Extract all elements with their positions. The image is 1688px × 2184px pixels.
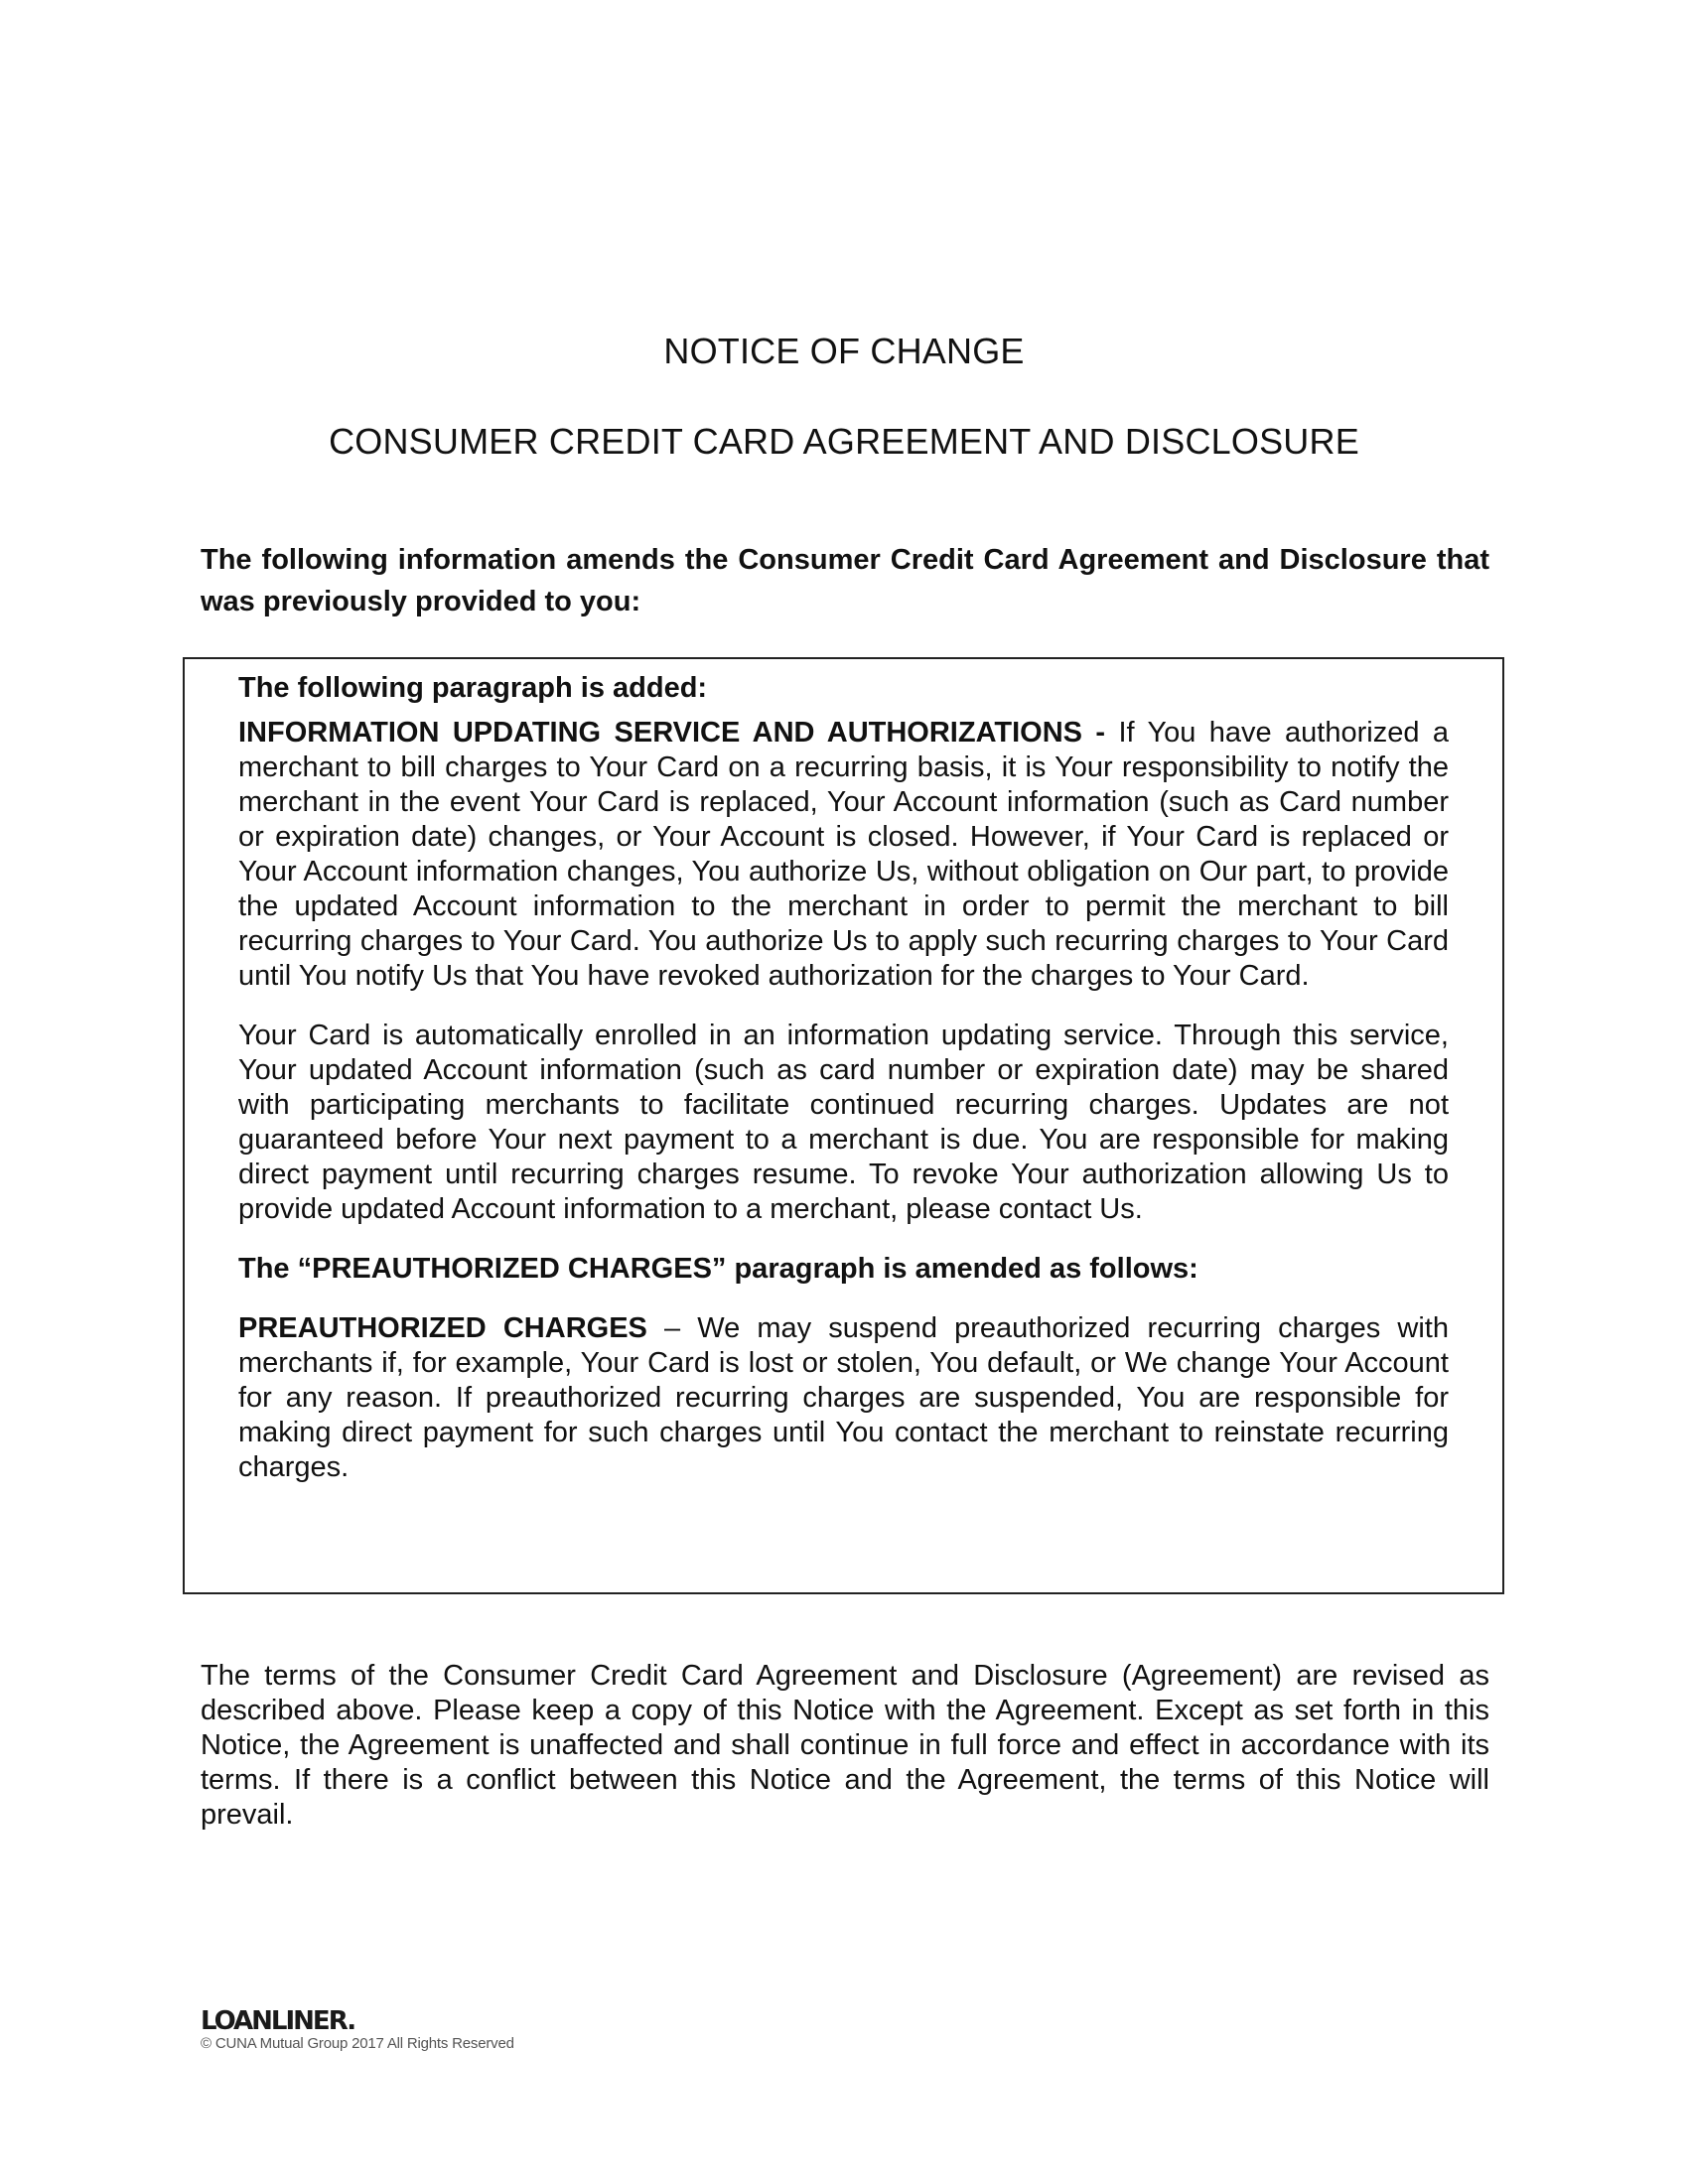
closing-paragraph: The terms of the Consumer Credit Card Agreement and Disclosure (Agreement) are revised as described above. Please keep a copy of this Notice with the Agreement. Except as set forth in this Notice, the Agreement is unaffected and shall continue in full force and effect in accordance with its terms. If there is a conflict between this Notice and the Agreement, the terms of this Notice will prevail. (201, 1660, 1489, 1831)
preauthorized-paragraph (238, 1311, 1449, 1485)
added-paragraph-heading: The following paragraph is added: (238, 672, 708, 704)
preauthorized-text: – We may suspend preauthorized recurring charges with merchants if, for example, Your Card is lost or stolen, You default, or We change Your Account for any reason. If preauthorized recurring charges are suspended, You are responsible for making direct payment for such charges until You contact the merchant to reinstate recurring charges. (238, 1312, 1449, 1483)
enrollment-paragraph: Your Card is automatically enrolled in an information updating service. Through this service, Your updated Account information (such as card number or expiration date) may be shared with participating merchants to facilitate continued recurring charges. Updates are not guaranteed before Your next payment to a merchant is due. You are responsible for making direct payment until recurring charges resume. To revoke Your authorization allowing Us to provide updated Account information to a merchant, please contact Us. (238, 1020, 1449, 1225)
intro-paragraph: The following information amends the Consumer Credit Card Agreement and Disclosure that was previously provided to you: (201, 544, 1489, 617)
page-title: NOTICE OF CHANGE (663, 331, 1025, 371)
copyright-notice: © CUNA Mutual Group 2017 All Rights Reserved (201, 2035, 514, 2052)
loanliner-logo: LOANLINER. (201, 2006, 355, 2036)
preauthorized-term: PREAUTHORIZED CHARGES (238, 1312, 647, 1344)
amended-paragraph-heading: The “PREAUTHORIZED CHARGES” paragraph is amended as follows: (238, 1253, 1198, 1285)
info-updating-text: If You have authorized a merchant to bill charges to Your Card on a recurring basis, it is Your responsibility to notify the merchant in the event Your Card is replaced, Your Account information (such as Card number or expiration date) changes, or Your Account is closed. However, if Your Card is replaced or Your Account information changes, You authorize Us, without obligation on Our part, to provide the updated Account information to the merchant in order to permit the merchant to bill recurring charges to Your Card. You authorize Us to apply such recurring charges to Your Card until You notify Us that You have revoked authorization for the charges to Your Card. (238, 717, 1450, 992)
amendment-box (183, 657, 1504, 1594)
info-updating-paragraph (238, 716, 1449, 994)
info-updating-term: INFORMATION UPDATING SERVICE AND AUTHORIZATIONS - (238, 717, 1106, 749)
page-subtitle: CONSUMER CREDIT CARD AGREEMENT AND DISCLOSURE (329, 421, 1359, 462)
